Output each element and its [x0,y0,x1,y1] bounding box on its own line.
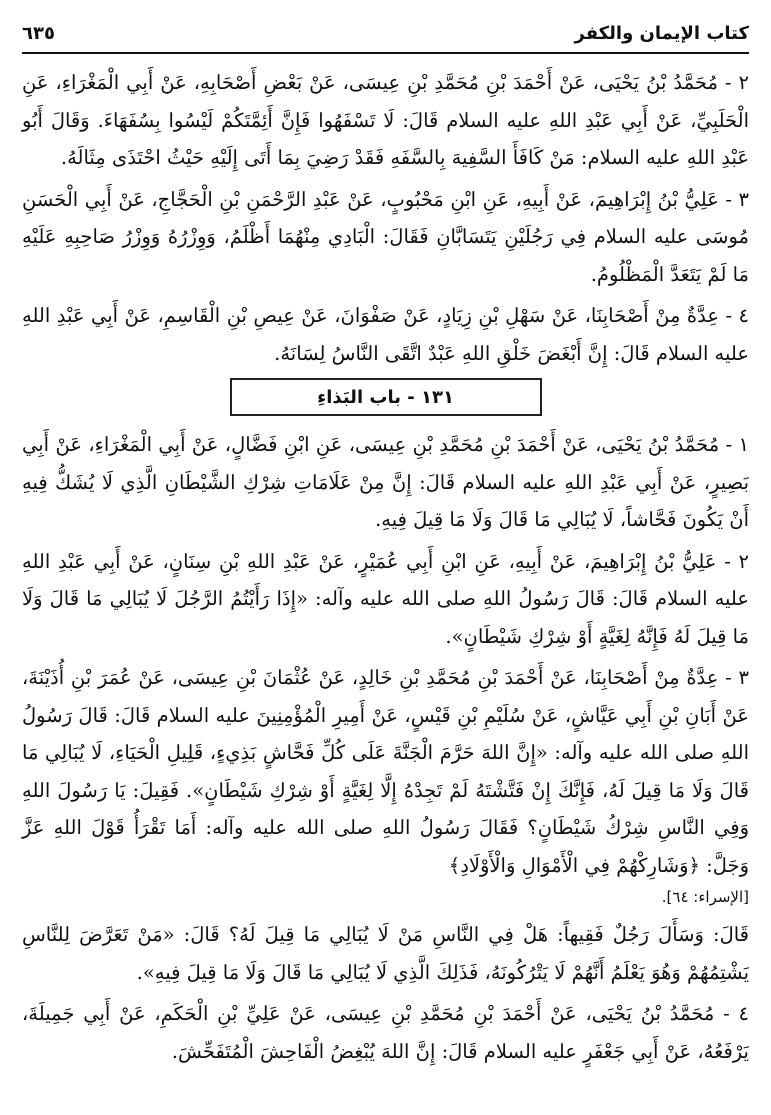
hadith-paragraph: قَالَ: وَسَأَلَ رَجُلٌ فَقِيهاً: هَلْ فِي النَّاسِ مَنْ لَا يُبَالِي مَا قِيلَ لَهُ؟ قَالَ: «مَنْ تَعَرَّضَ لِلنَّاسِ يَشْتِمُهُمْ وَهُوَ يَعْلَمُ أَنَّهُمْ لَا يَتْرُكُونَهُ، فَذَلِكَ الَّذِي لَا يُبَالِي مَا قَالَ وَلَا مَا قِيلَ فِيهِ». [22,923,749,984]
header-rule [22,52,749,54]
page-header [22,14,749,44]
body-text [22,64,749,1070]
hadith-paragraph: ٢ - مُحَمَّدُ بْنُ يَحْيَى، عَنْ أَحْمَدَ بْنِ مُحَمَّدِ بْنِ عِيسَى، عَنْ بَعْضِ أَصْحَابِهِ، عَنْ أَبِي الْمَغْرَاءِ، عَنِ الْحَلَبِيِّ، عَنْ أَبِي عَبْدِ اللهِ عليه السلام قَالَ: لَا تَسْفَهُوا فَإِنَّ أَئِمَّتَكُمْ لَيْسُوا بِسُفَهَاءَ. وَقَالَ أَبُو عَبْدِ اللهِ عليه السلام: مَنْ كَافَأَ السَّفِيهَ بِالسَّفَهِ فَقَدْ رَضِيَ بِمَا أَتَى إِلَيْهِ حَيْثُ احْتَذَى مِثَالَهُ. [22,71,749,169]
quran-reference: [الإسراء: ٦٤]. [661,888,749,906]
chapter-title: ١٣١ - باب البَذاءِ [317,386,454,408]
hadith-paragraph: ٣ - عَلِيُّ بْنُ إِبْرَاهِيمَ، عَنْ أَبِيهِ، عَنِ ابْنِ مَحْبُوبٍ، عَنْ عَبْدِ الرَّحْمَنِ بْنِ الْحَجَّاجِ، عَنْ أَبِي الْحَسَنِ مُوسَى عليه السلام فِي رَجُلَيْنِ يَتَسَابَّانِ فَقَالَ: الْبَادِي مِنْهُمَا أَظْلَمُ، وَوِزْرُهُ وَوِزْرُ صَاحِبِهِ عَلَيْهِ مَا لَمْ يَتَعَدَّ الْمَظْلُومُ. [22,187,749,286]
book-title: كتاب الإيمان والكفر [574,23,749,44]
page-number: ٦٣٥ [22,23,55,44]
hadith-paragraph: ٣ - عِدَّةٌ مِنْ أَصْحَابِنَا، عَنْ أَحْمَدَ بْنِ مُحَمَّدِ بْنِ خَالِدٍ، عَنْ عُثْمَانَ بْنِ عِيسَى، عَنْ عُمَرَ بْنِ أُذَيْنَةَ، عَنْ أَبَانِ بْنِ أَبِي عَيَّاشٍ، عَنْ سُلَيْمِ بْنِ قَيْسٍ، عَنْ أَمِيرِ الْمُؤْمِنِينَ عليه السلام قَالَ: قَالَ رَسُولُ اللهِ صلى الله عليه وآله: «إِنَّ اللهَ حَرَّمَ الْجَنَّةَ عَلَى كُلِّ فَحَّاشٍ بَذِيءٍ، قَلِيلِ الْحَيَاءِ، لَا يُبَالِي مَا قَالَ وَلَا مَا قِيلَ لَهُ، فَإِنَّكَ إِنْ فَتَّشْتَهُ لَمْ تَجِدْهُ إِلَّا لِغَيَّةٍ أَوْ شِرْكِ شَيْطَانٍ». فَقِيلَ: يَا رَسُولَ اللهِ وَفِي النَّاسِ شِرْكُ شَيْطَانٍ؟ فَقَالَ رَسُولُ اللهِ صلى الله عليه وآله: أَمَا تَقْرَأُ قَوْلَ اللهِ عَزَّ وَجَلَّ: ﴿وَشَارِكْهُمْ فِي الْأَمْوَالِ وَالْأَوْلَادِ﴾ [22,666,749,877]
hadith-paragraph: ١ - مُحَمَّدُ بْنُ يَحْيَى، عَنْ أَحْمَدَ بْنِ مُحَمَّدِ بْنِ عِيسَى، عَنِ ابْنِ فَضَّالٍ، عَنْ أَبِي الْمَغْرَاءِ، عَنْ أَبِي بَصِيرٍ، عَنْ أَبِي عَبْدِ اللهِ عليه السلام قَالَ: إِنَّ مِنْ عَلَامَاتِ شِرْكِ الشَّيْطَانِ الَّذِي لَا يُشَكُّ فِيهِ أَنْ يَكُونَ فَحَّاشاً، لَا يُبَالِي مَا قَالَ وَلَا مَا قِيلَ فِيهِ. [22,433,749,531]
chapter-title-box [230,378,542,416]
hadith-paragraph: ٤ - عِدَّةٌ مِنْ أَصْحَابِنَا، عَنْ سَهْلِ بْنِ زِيَادٍ، عَنْ صَفْوَانَ، عَنْ عِيصِ بْنِ الْقَاسِمِ، عَنْ أَبِي عَبْدِ اللهِ عليه السلام قَالَ: إِنَّ أَبْغَضَ خَلْقِ اللهِ عَبْدٌ اتَّقَى النَّاسُ لِسَانَهُ. [22,304,749,365]
hadith-paragraph: ٤ - مُحَمَّدُ بْنُ يَحْيَى، عَنْ أَحْمَدَ بْنِ مُحَمَّدِ بْنِ عِيسَى، عَنْ عَلِيِّ بْنِ الْحَكَمِ، عَنْ أَبِي جَمِيلَةَ، يَرْفَعُهُ، عَنْ أَبِي جَعْفَرٍ عليه السلام قَالَ: إِنَّ اللهَ يُبْغِضُ الْفَاحِشَ الْمُتَفَحِّشَ. [22,1002,749,1063]
hadith-paragraph: ٢ - عَلِيُّ بْنُ إِبْرَاهِيمَ، عَنْ أَبِيهِ، عَنِ ابْنِ أَبِي عُمَيْرٍ، عَنْ عَبْدِ اللهِ بْنِ سِنَانٍ، عَنْ أَبِي عَبْدِ اللهِ عليه السلام قَالَ: قَالَ رَسُولُ اللهِ صلى الله عليه وآله: «إِذَا رَأَيْتُمُ الرَّجُلَ لَا يُبَالِي مَا قَالَ وَلَا مَا قِيلَ لَهُ فَإِنَّهُ لِغَيَّةٍ أَوْ شِرْكِ شَيْطَانٍ». [22,549,749,648]
